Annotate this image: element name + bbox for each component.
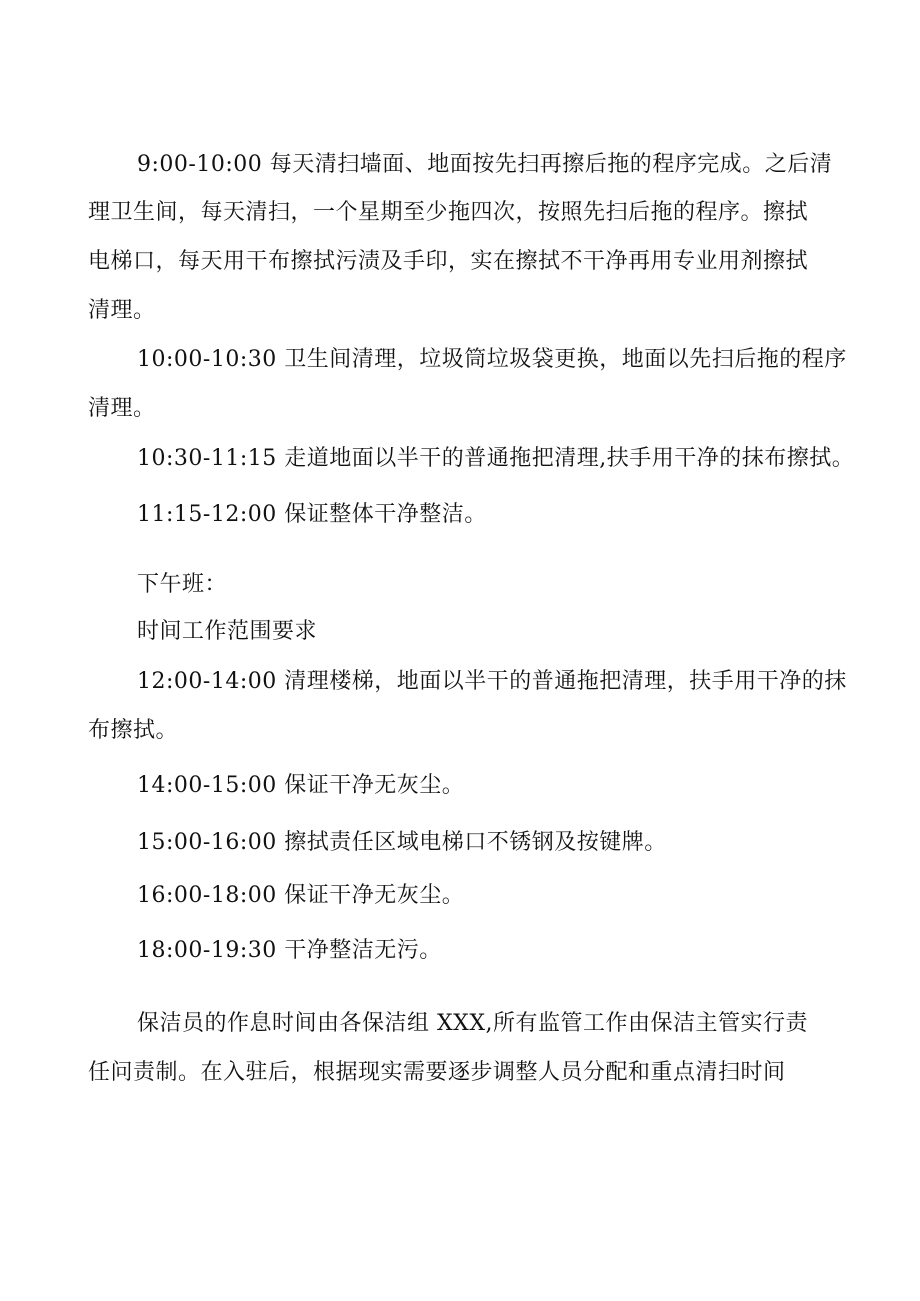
paragraph-line: 10:30-11:15 走道地面以半干的普通拖把清理,扶手用干净的抹布擦拭。 xyxy=(137,446,855,471)
paragraph-line: 11:15-12:00 保证整体干净整洁。 xyxy=(137,502,487,527)
paragraph-line: 任问责制。在入驻后，根据现实需要逐步调整人员分配和重点清扫时间 xyxy=(88,1060,786,1085)
paragraph-line: 9:00-10:00 每天清扫墙面、地面按先扫再擦后拖的程序完成。之后清 xyxy=(137,152,833,177)
paragraph-line: 理卫生间，每天清扫，一个星期至少拖四次，按照先扫后拖的程序。擦拭 xyxy=(88,200,809,225)
paragraph-line: 保洁员的作息时间由各保洁组 XXX,所有监管工作由保洁主管实行责 xyxy=(137,1011,808,1036)
paragraph-line: 14:00-15:00 保证干净无灰尘。 xyxy=(137,773,465,798)
paragraph-line: 15:00-16:00 擦拭责任区域电梯口不锈钢及按键牌。 xyxy=(137,830,667,855)
paragraph-line: 12:00-14:00 清理楼梯，地面以半干的普通拖把清理，扶手用干净的抹 xyxy=(137,669,847,694)
paragraph-line: 清理。 xyxy=(88,396,156,421)
section-heading: 下午班： xyxy=(137,572,228,597)
table-header-line: 时间工作范围要求 xyxy=(137,619,318,644)
paragraph-line: 布擦拭。 xyxy=(88,718,179,743)
paragraph-line: 18:00-19:30 干净整洁无污。 xyxy=(137,938,442,963)
paragraph-line: 电梯口，每天用干布擦拭污渍及手印，实在擦拭不干净再用专业用剂擦拭 xyxy=(88,249,809,274)
paragraph-line: 清理。 xyxy=(88,298,156,323)
paragraph-line: 10:00-10:30 卫生间清理，垃圾筒垃圾袋更换，地面以先扫后拖的程序 xyxy=(137,347,847,372)
paragraph-line: 16:00-18:00 保证干净无灰尘。 xyxy=(137,883,465,908)
